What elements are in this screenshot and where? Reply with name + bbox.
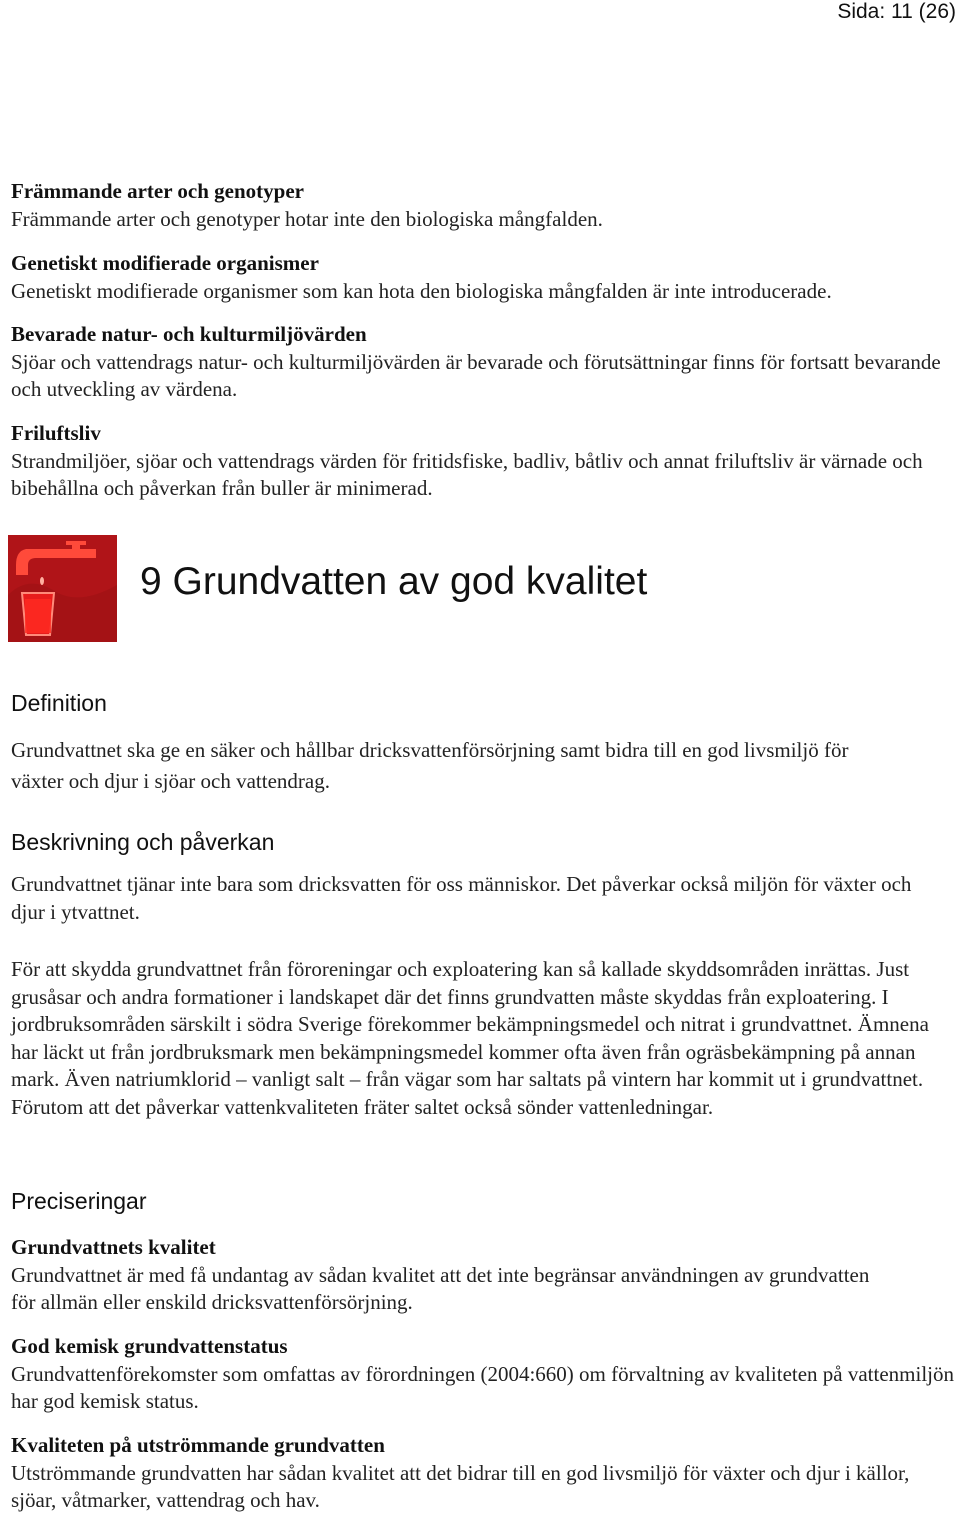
- description-paragraph-1: Grundvattnet tjänar inte bara som dricksvatten för oss människor. Det påverkar också miljön för växter och djur i ytvattnet.: [11, 872, 912, 924]
- section-text: Främmande arter och genotyper hotar inte den biologiska mångfalden.: [11, 206, 603, 231]
- section-outdoor-life: [11, 420, 956, 503]
- spec-chemical-status: [11, 1333, 956, 1416]
- spec-outflowing-groundwater: [11, 1432, 956, 1515]
- spec-text: Grundvattnet är med få undantag av sådan kvalitet att det inte begränsar användningen av grundvatten för allmän eller enskild dricksvattenförsörjning.: [11, 1262, 870, 1314]
- description-heading: Beskrivning och påverkan: [11, 829, 275, 855]
- section-text: Genetiskt modifierade organismer som kan hota den biologiska mångfalden är inte introducerade.: [11, 278, 832, 303]
- section-foreign-species: [11, 178, 956, 233]
- section-text: Sjöar och vattendrags natur- och kulturmiljövärden är bevarade och förutsättningar finns för fortsatt bevarande och utveckling av värdena.: [11, 349, 941, 401]
- section-heading: Friluftsliv: [11, 421, 101, 445]
- chapter-title: 9 Grundvatten av god kvalitet: [140, 560, 648, 603]
- water-tap-icon: [8, 535, 117, 642]
- specifications-heading: Preciseringar: [11, 1188, 147, 1214]
- spec-groundwater-quality: [11, 1234, 891, 1317]
- spec-heading: Grundvattnets kvalitet: [11, 1235, 216, 1259]
- definition-text: Grundvattnet ska ge en säker och hållbar dricksvattenförsörjning samt bidra till en god livsmiljö för växter och djur i sjöar och vattendrag.: [11, 738, 849, 793]
- section-text: Strandmiljöer, sjöar och vattendrags värden för fritidsfiske, badliv, båtliv och annat friluftsliv är värnade och bibehållna och påverkan från buller är minimerad.: [11, 448, 923, 500]
- spec-heading: God kemisk grundvattenstatus: [11, 1334, 288, 1358]
- section-heading: Genetiskt modifierade organismer: [11, 251, 319, 275]
- section-gmo: [11, 250, 956, 305]
- page-number: Sida: 11 (26): [837, 0, 956, 23]
- definition-heading: Definition: [11, 690, 107, 716]
- section-nature-culture: [11, 321, 956, 404]
- spec-text: Grundvattenförekomster som omfattas av förordningen (2004:660) om förvaltning av kvaliteten på vattenmiljön har god kemisk status.: [11, 1361, 955, 1413]
- section-heading: Främmande arter och genotyper: [11, 179, 304, 203]
- section-heading: Bevarade natur- och kulturmiljövärden: [11, 322, 367, 346]
- spec-heading: Kvaliteten på utströmmande grundvatten: [11, 1433, 385, 1457]
- description-paragraph-2: För att skydda grundvattnet från föroreningar och exploatering kan så kallade skyddsområden inrättas. Just grusåsar och andra formationer i landskapet där det finns grundvatten måste skyddas från exploatering. I jordbruksområden särskilt i södra Sverige förekommer bekämpningsmedel och nitrat i grundvattnet. Ämnena har läckt ut från jordbruksmark men bekämpningsmedel kommer ofta även från ogräsbekämpning på annan mark. Även natriumklorid – vanligt salt – från vägar som har saltats på vintern har kommit ut i grundvattnet. Förutom att det påverkar vattenkvaliteten fräter saltet också sönder vattenledningar.: [11, 957, 929, 1119]
- spec-text: Utströmmande grundvatten har sådan kvalitet att det bidrar till en god livsmiljö för växter och djur i källor, sjöar, våtmarker, vattendrag och hav.: [11, 1460, 910, 1512]
